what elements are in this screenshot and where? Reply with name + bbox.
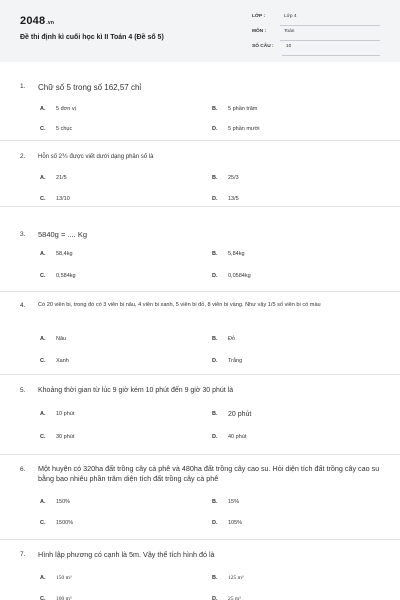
option-d[interactable]: [212, 520, 362, 530]
option-letter: B.: [212, 106, 218, 112]
question-7: [0, 540, 400, 600]
option-letter: A.: [40, 411, 46, 417]
option-letter: C.: [40, 126, 46, 132]
option-letter: A.: [40, 499, 46, 505]
option-d[interactable]: [212, 596, 362, 600]
option-a[interactable]: [40, 411, 190, 421]
option-text: Nâu: [56, 336, 67, 342]
option-text: 25 m³: [228, 596, 241, 600]
option-letter: D.: [212, 434, 218, 440]
option-a[interactable]: [40, 251, 190, 261]
option-text: 0,0584kg: [228, 273, 251, 279]
option-a[interactable]: [40, 106, 190, 116]
option-letter: B.: [212, 575, 218, 581]
site-logo[interactable]: [20, 15, 54, 27]
option-text: 25/3: [228, 175, 239, 181]
option-text: 5,84kg: [228, 251, 245, 257]
meta-class: [252, 12, 380, 26]
option-b[interactable]: [212, 106, 362, 116]
option-d[interactable]: [212, 126, 362, 136]
option-letter: D.: [212, 126, 218, 132]
question-5: [0, 375, 400, 455]
option-text: Đỏ: [228, 336, 236, 342]
option-d[interactable]: [212, 196, 362, 206]
question-number: 5.: [20, 387, 26, 394]
option-text: 105%: [228, 520, 243, 526]
exam-header: [0, 0, 400, 62]
question-3: [0, 207, 400, 292]
option-letter: D.: [212, 273, 218, 279]
option-b[interactable]: [212, 336, 362, 346]
question-2: [0, 141, 400, 207]
question-1: [0, 62, 400, 141]
option-c[interactable]: [40, 596, 190, 600]
option-letter: C.: [40, 520, 46, 526]
option-text: 5 phần mười: [228, 126, 260, 132]
question-number: 2.: [20, 153, 26, 160]
option-c[interactable]: [40, 434, 190, 444]
option-a[interactable]: [40, 499, 190, 509]
meta-class-underline: [280, 25, 380, 26]
option-text: 100 m³: [56, 596, 72, 600]
option-b[interactable]: [212, 411, 362, 421]
option-letter: B.: [212, 411, 218, 417]
option-text: Trắng: [228, 358, 243, 364]
option-text: 13/5: [228, 196, 239, 202]
option-text: 125 m³: [228, 575, 244, 581]
option-letter: D.: [212, 358, 218, 364]
option-text: Xanh: [56, 358, 69, 364]
option-letter: B.: [212, 499, 218, 505]
option-letter: C.: [40, 273, 46, 279]
question-6: [0, 455, 400, 540]
option-letter: C.: [40, 434, 46, 440]
option-text: 13/10: [56, 196, 70, 202]
question-number: 3.: [20, 231, 26, 238]
meta-count: [252, 42, 380, 56]
option-text: 5 đơn vị: [56, 106, 76, 112]
question-text: Có 20 viên bi, trong đó có 3 viên bi nâu, 4 viên bi xanh, 5 viên bi đỏ, 8 viên bi vàng. Như vậy 1/5 số viên bi có màu: [38, 302, 321, 308]
option-letter: B.: [212, 175, 218, 181]
meta-subject-underline: [280, 40, 380, 41]
meta-class-value: Lớp 4: [284, 14, 297, 19]
option-text: 10 phút: [56, 411, 75, 417]
option-letter: A.: [40, 251, 46, 257]
meta-subject-key: MÔN :: [252, 29, 267, 34]
option-text: 58,4kg: [56, 251, 73, 257]
option-b[interactable]: [212, 175, 362, 185]
option-letter: A.: [40, 106, 46, 112]
option-b[interactable]: [212, 499, 362, 509]
option-a[interactable]: [40, 336, 190, 346]
option-text: 1500%: [56, 520, 74, 526]
option-a[interactable]: [40, 575, 190, 585]
question-text: Khoảng thời gian từ lúc 9 giờ kém 10 phút đến 9 giờ 30 phút là: [38, 387, 234, 394]
logo-main-text: 2048: [20, 15, 46, 27]
option-letter: D.: [212, 520, 218, 526]
option-text: 30 phút: [56, 434, 75, 440]
logo-suffix-text: .vn: [46, 20, 55, 26]
question-text: Hỗn số 2⅗ được viết dưới dạng phân số là: [38, 154, 154, 160]
question-text: Một huyện có 320ha đất trồng cây cà phê và 480ha đất trồng cây cao su. Hỏi diện tích đất trồng cây cao su bằng bao nhiêu phần trăm diện tích đất trồng cây cà phê: [38, 464, 380, 484]
option-c[interactable]: [40, 358, 190, 368]
question-number: 4.: [20, 302, 26, 309]
option-text: 5 chục: [56, 126, 73, 132]
option-d[interactable]: [212, 434, 362, 444]
option-letter: A.: [40, 336, 46, 342]
question-number: 1.: [20, 83, 26, 90]
meta-class-key: LỚP :: [252, 14, 266, 19]
option-c[interactable]: [40, 273, 190, 283]
option-c[interactable]: [40, 520, 190, 530]
option-d[interactable]: [212, 358, 362, 368]
option-text: 20 phút: [228, 411, 252, 418]
option-text: 150%: [56, 499, 71, 505]
meta-subject-value: Toán: [284, 29, 295, 34]
option-text: 5 phần trăm: [228, 106, 258, 112]
option-c[interactable]: [40, 196, 190, 206]
option-d[interactable]: [212, 273, 362, 283]
meta-count-key: SỐ CÂU :: [252, 44, 274, 49]
option-letter: A.: [40, 175, 46, 181]
question-text: 5840g = .... Kg: [38, 230, 87, 239]
option-letter: B.: [212, 336, 218, 342]
option-letter: C.: [40, 596, 46, 600]
meta-count-underline: [282, 55, 380, 56]
option-text: 0,584kg: [56, 273, 76, 279]
question-text: Chữ số 5 trong số 162,57 chỉ: [38, 83, 142, 92]
question-number: 7.: [20, 551, 26, 558]
question-4: [0, 292, 400, 375]
option-text: 40 phút: [228, 434, 247, 440]
option-text: 15%: [228, 499, 240, 505]
option-text: 21/5: [56, 175, 67, 181]
option-letter: C.: [40, 358, 46, 364]
option-text: 150 m³: [56, 575, 72, 581]
option-letter: C.: [40, 196, 46, 202]
option-a[interactable]: [40, 175, 190, 185]
option-b[interactable]: [212, 575, 362, 585]
option-c[interactable]: [40, 126, 190, 136]
question-text: Hình lập phương có cạnh là 5m. Vậy thể tích hình đó là: [38, 550, 215, 559]
option-letter: D.: [212, 196, 218, 202]
exam-title: Đề thi định kì cuối học kì II Toán 4 (Đề số 5): [20, 34, 164, 41]
option-b[interactable]: [212, 251, 362, 261]
meta-subject: [252, 27, 380, 41]
option-letter: B.: [212, 251, 218, 257]
meta-count-value: 10: [286, 44, 292, 49]
question-number: 6.: [20, 466, 26, 473]
option-letter: A.: [40, 575, 46, 581]
option-letter: D.: [212, 596, 218, 600]
